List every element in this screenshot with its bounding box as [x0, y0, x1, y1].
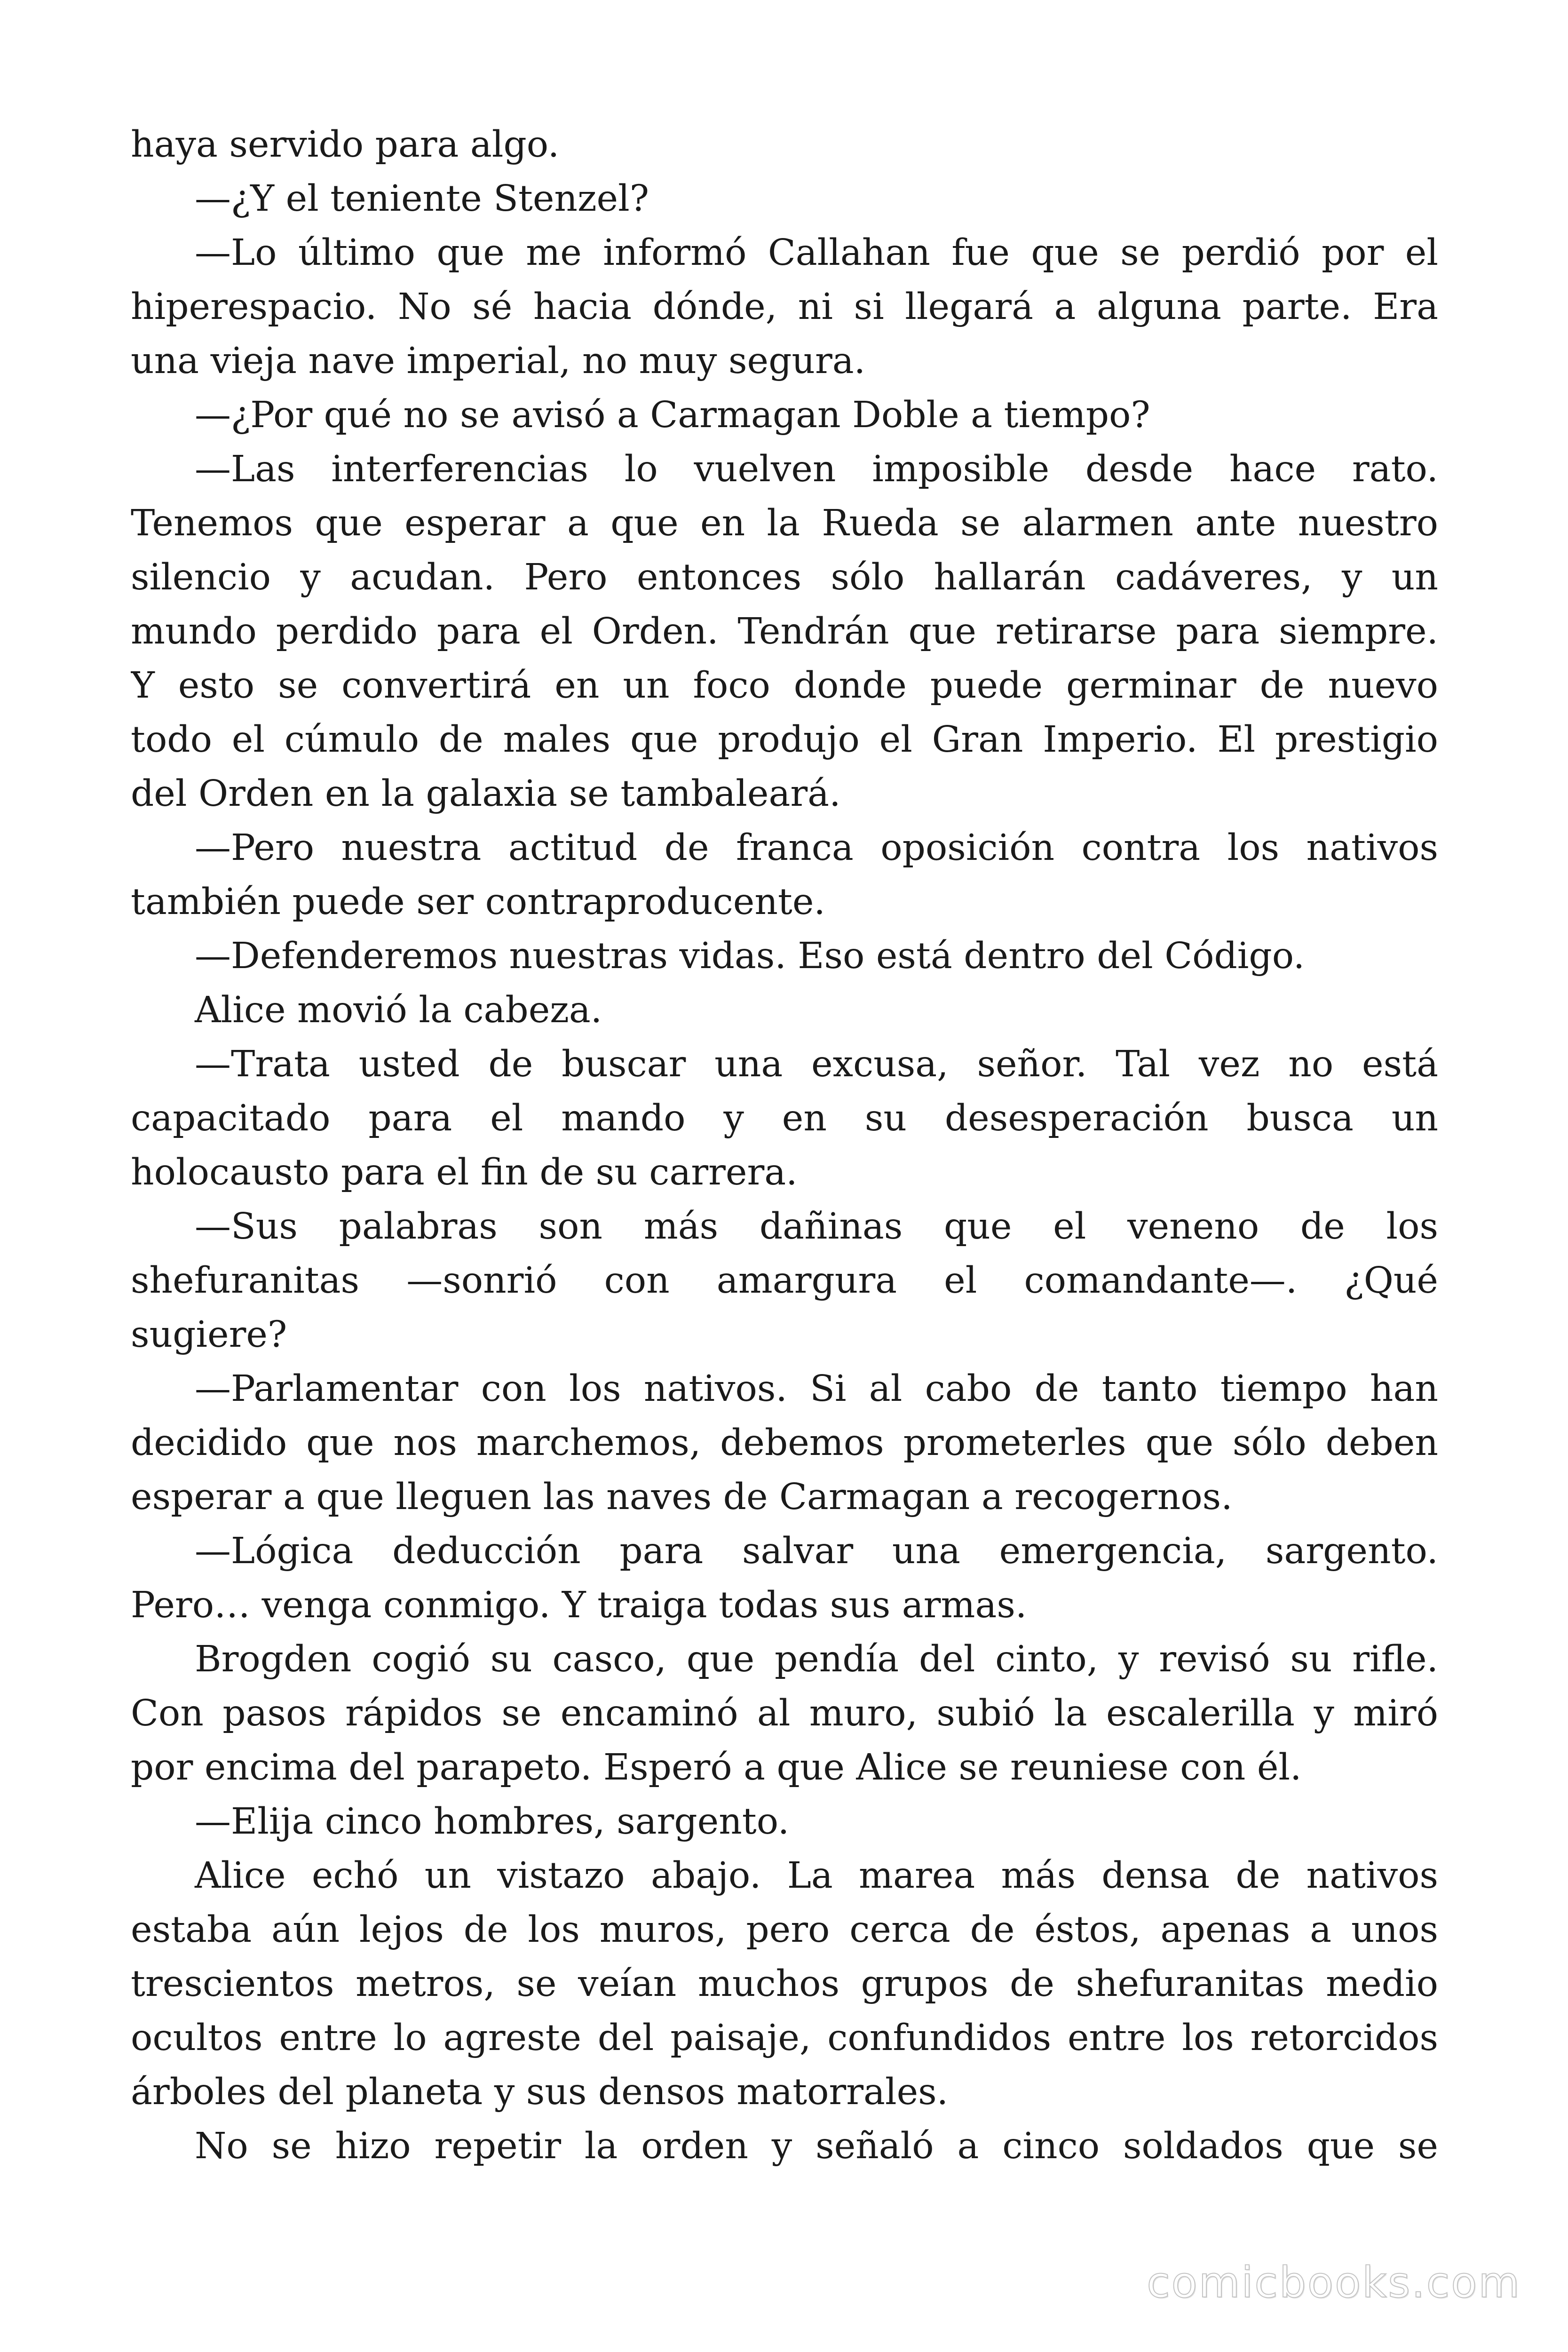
text-line: —Sus palabras son más dañinas que el veneno de los — [195, 1206, 1438, 1248]
watermark-logo: comicbooks.com — [1147, 2258, 1521, 2307]
text-line: capacitado para el mando y en su desesperación busca un — [131, 1097, 1438, 1139]
text-line: también puede ser contraproducente. — [131, 881, 825, 923]
text-line: Y esto se convertirá en un foco donde puede germinar de nuevo — [131, 665, 1438, 707]
text-line: trescientos metros, se veían muchos grupos de shefuranitas medio — [131, 1963, 1438, 2005]
text-line: ocultos entre lo agreste del paisaje, confundidos entre los retorcidos — [131, 2017, 1438, 2059]
text-line: —Las interferencias lo vuelven imposible desde hace rato. — [195, 448, 1438, 490]
text-line: holocausto para el fin de su carrera. — [131, 1152, 798, 1193]
text-line: esperar a que lleguen las naves de Carmagan a recogernos. — [131, 1476, 1233, 1518]
text-line: silencio y acudan. Pero entonces sólo hallarán cadáveres, y un — [131, 556, 1438, 598]
text-line: sugiere? — [131, 1314, 287, 1356]
text-line: decidido que nos marchemos, debemos prometerles que sólo deben — [131, 1422, 1438, 1464]
text-line: mundo perdido para el Orden. Tendrán que retirarse para siempre. — [131, 611, 1438, 652]
text-line: haya servido para algo. — [131, 124, 560, 166]
text-line: Alice movió la cabeza. — [195, 989, 602, 1031]
text-line: Brogden cogió su casco, que pendía del cinto, y revisó su rifle. — [195, 1638, 1438, 1680]
text-line: Pero… venga conmigo. Y traiga todas sus armas. — [131, 1584, 1027, 1626]
text-line: —¿Y el teniente Stenzel? — [195, 178, 649, 220]
text-line: —Elija cinco hombres, sargento. — [195, 1801, 790, 1843]
text-line: —Lo último que me informó Callahan fue que se perdió por el — [195, 232, 1438, 274]
text-line: —Parlamentar con los nativos. Si al cabo de tanto tiempo han — [195, 1368, 1438, 1410]
text-line: shefuranitas —sonrió con amargura el comandante—. ¿Qué — [131, 1260, 1438, 1302]
text-line: hiperespacio. No sé hacia dónde, ni si llegará a alguna parte. Era — [131, 286, 1438, 328]
text-line: —Pero nuestra actitud de franca oposición contra los nativos — [195, 827, 1438, 869]
text-line: una vieja nave imperial, no muy segura. — [131, 340, 866, 382]
text-line: No se hizo repetir la orden y señaló a cinco soldados que se — [195, 2125, 1438, 2167]
text-line: —Lógica deducción para salvar una emergencia, sargento. — [195, 1530, 1438, 1572]
text-line: —¿Por qué no se avisó a Carmagan Doble a tiempo? — [195, 394, 1150, 436]
text-line: Alice echó un vistazo abajo. La marea más densa de nativos — [195, 1855, 1438, 1897]
text-line: Tenemos que esperar a que en la Rueda se alarmen ante nuestro — [131, 502, 1438, 544]
text-line: todo el cúmulo de males que produjo el Gran Imperio. El prestigio — [131, 719, 1438, 761]
text-line: árboles del planeta y sus densos matorrales. — [131, 2071, 949, 2113]
text-line: por encima del parapeto. Esperó a que Alice se reuniese con él. — [131, 1747, 1302, 1788]
text-line: del Orden en la galaxia se tambaleará. — [131, 773, 841, 815]
text-line: estaba aún lejos de los muros, pero cerca de éstos, apenas a unos — [131, 1909, 1438, 1951]
body-text — [131, 118, 1438, 2173]
text-line: —Defenderemos nuestras vidas. Eso está dentro del Código. — [195, 935, 1305, 977]
text-line: Con pasos rápidos se encaminó al muro, subió la escalerilla y miró — [131, 1692, 1438, 1734]
text-line: —Trata usted de buscar una excusa, señor. Tal vez no está — [195, 1043, 1438, 1085]
